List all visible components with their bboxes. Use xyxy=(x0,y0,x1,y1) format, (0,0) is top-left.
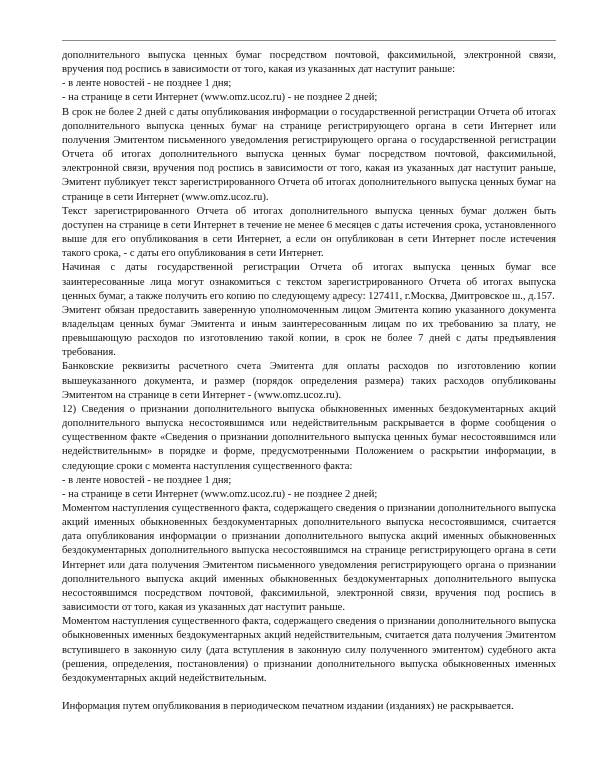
document-body xyxy=(62,49,556,714)
header-rule xyxy=(62,40,556,41)
list-item: - в ленте новостей - не позднее 1 дня; xyxy=(62,78,232,90)
list-item: - на странице в сети Интернет (www.omz.ucoz.ru) - не позднее 2 дней; xyxy=(62,488,378,500)
paragraph: Информация путем опубликования в периодическом печатном издании (изданиях) не раскрывается. xyxy=(62,701,514,713)
list-item: - на странице в сети Интернет (www.omz.ucoz.ru) - не позднее 2 дней; xyxy=(62,92,378,104)
paragraph: Моментом наступления существенного факта, содержащего сведения о признании дополнительного выпуска обыкновенных именных бездокументарных акций недействительным, считается дата получения Эмитентом вступившего в законную силу (дата вступления в законную силу полученного эмитентом) судебного акта (решения, определения, постановления) о признании дополнительного выпуска обыкновенных именных бездокументарных акций недействительным. xyxy=(62,616,556,684)
paragraph: 12) Сведения о признании дополнительного выпуска обыкновенных именных бездокументарных акций дополнительного выпуска несостоявшимся или недействительным раскрывается в форме сообщения о существенном факте «Сведения о признании дополнительного выпуска ценных бумаг несостоявшимся или недействительным» в порядке и форме, предусмотренными Положением о раскрытии информации, в следующие сроки с момента наступления существенного факта: xyxy=(62,403,556,472)
paragraph: Эмитент обязан предоставить заверенную уполномоченным лицом Эмитента копию указанного документа владельцам ценных бумаг Эмитента и иным заинтересованным лицам по их требованию за плату, не превышающую расходов по изготовлению такой копии, в срок не более 7 дней с даты предъявления требования. xyxy=(62,304,556,359)
paragraph: Начиная с даты государственной регистрации Отчета об итогах выпуска ценных бумаг все заинтересованные лица могут ознакомиться с текстом зарегистрированного Отчета об итогах выпуска ценных бумаг, а также получить его копию по следующему адресу: 127411, г.Москва, Дмитровское ш., д.157. xyxy=(62,262,556,302)
paragraph: В срок не более 2 дней с даты опубликования информации о государственной регистрации Отчета об итогах дополнительного выпуска ценных бумаг на странице регистрирующего органа в сети Интернет или получения Эмитентом письменного уведомления регистрирующего органа о государственной регистрации Отчета об итогах дополнительного выпуска ценных бумаг посредством почтовой, факсимильной, электронной связи, вручения под роспись в зависимости от того, какая из указанных дат наступит раньше, Эмитент публикует текст зарегистрированного Отчета об итогах дополнительного выпуска ценных бумаг на странице в сети Интернет (www.omz.ucoz.ru). xyxy=(62,106,556,203)
list-item: - в ленте новостей - не позднее 1 дня; xyxy=(62,474,232,486)
paragraph: Банковские реквизиты расчетного счета Эмитента для оплаты расходов по изготовлению копии вышеуказанного документа, и размер (порядок определения размера) таких расходов опубликованы Эмитентом на странице в сети Интернет - (www.omz.ucoz.ru). xyxy=(62,361,556,401)
paragraph: Моментом наступления существенного факта, содержащего сведения о признании дополнительного выпуска акций именных обыкновенных бездокументарных дополнительного выпуска несостоявшимся, считается дата опубликования информации о признании дополнительного выпуска акций именных обыкновенных бездокументарных дополнительного выпуска несостоявшимся на странице регистрирующего органа в сети Интернет или дата получения Эмитентом письменного уведомления регистрирующего органа о признании дополнительного выпуска акций именных обыкновенных бездокументарных дополнительного выпуска несостоявшимся посредством почтовой, факсимильной, электронной связи, вручения под роспись в зависимости от того, какая из указанных дат наступит раньше. xyxy=(62,503,556,614)
paragraph: Текст зарегистрированного Отчета об итогах дополнительного выпуска ценных бумаг должен быть доступен на странице в сети Интернет в течение не менее 6 месяцев с даты истечения срока, установленного выше для его опубликования в сети Интернет, а если он опубликован в сети Интернет после истечения такого срока, - с даты его опубликования в сети Интернет. xyxy=(62,205,556,260)
paragraph: дополнительного выпуска ценных бумаг посредством почтовой, факсимильной, электронной связи, вручения под роспись в зависимости от того, какая из указанных дат наступит раньше: xyxy=(62,50,556,76)
